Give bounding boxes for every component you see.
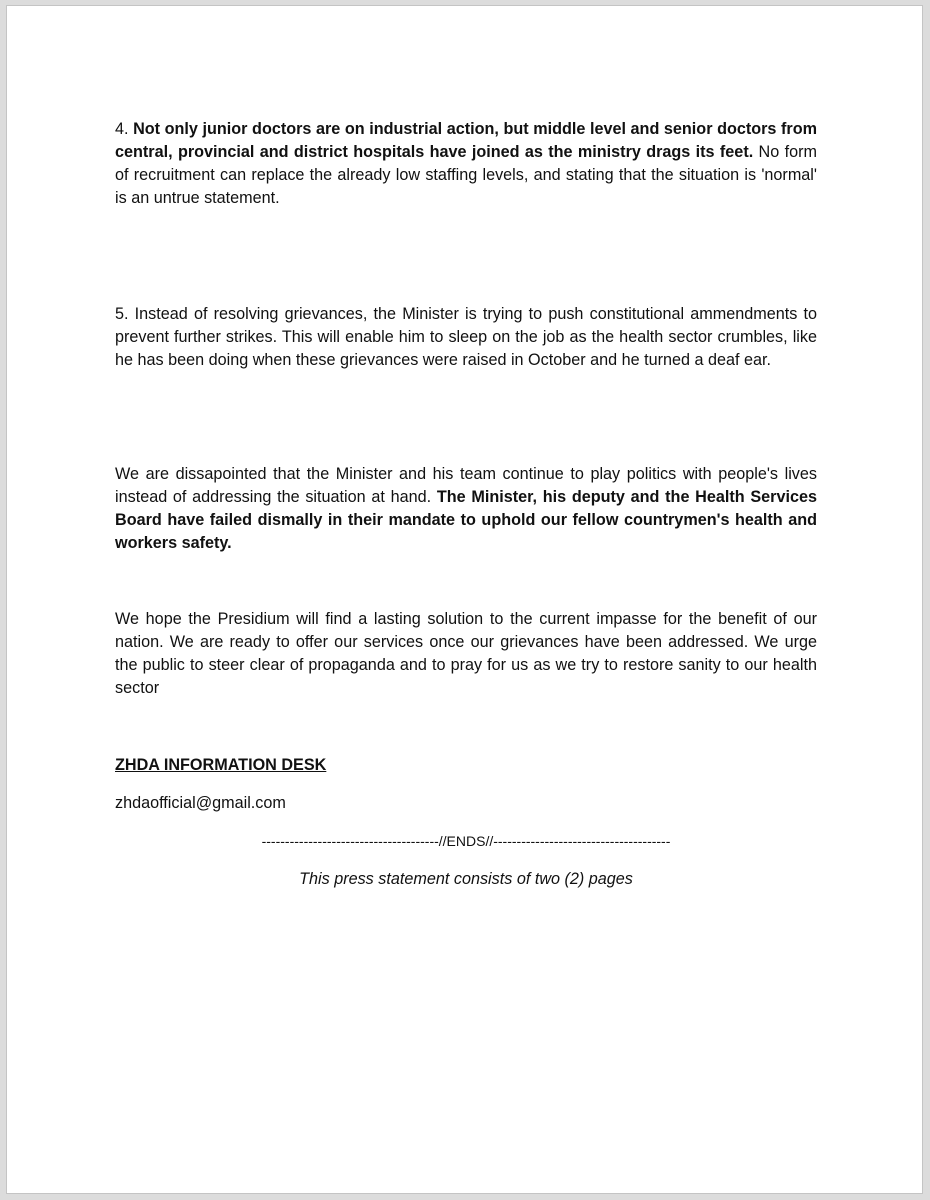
paragraph-4-plain-text: No form of recruitment can replace the already low staffing levels, and stating that the situation is 'normal' is an untrue statement. [115,143,817,207]
document-page [6,5,923,1194]
paragraph-5: 5. Instead of resolving grievances, the Minister is trying to push constitutional ammendments to prevent further strikes. This will enable him to sleep on the job as the health sector crumbles, like he has been doing when these grievances were raised in October and he turned a deaf ear. [115,305,817,369]
paragraph-disappointed [115,463,817,555]
paragraph-hope: We hope the Presidium will find a lasting solution to the current impasse for the benefit of our nation. We are ready to offer our services once our grievances have been addressed. We urge the public to steer clear of propaganda and to pray for us as we try to restore sanity to our health sector [115,610,817,697]
ends-divider: --------------------------------------//ENDS//-------------------------------------- [261,833,671,849]
paragraph-4-bold-text: Not only junior doctors are on industrial action, but middle level and senior doctors from central, provincial and district hospitals have joined as the ministry drags its feet. [115,120,817,161]
signature-heading: ZHDA INFORMATION DESK [115,756,327,774]
closing-note: This press statement consists of two (2) pages [299,870,633,888]
paragraph-4 [115,118,817,210]
paragraph-disappointed-plain-text: We are dissapointed that the Minister and his team continue to play politics with people's lives instead of addressing the situation at hand. [115,465,817,506]
paragraph-disappointed-bold-text: The Minister, his deputy and the Health Services Board have failed dismally in their mandate to uphold our fellow countrymen's health and workers safety. [115,488,817,552]
paragraph-4-number: 4. [115,120,134,138]
contact-email: zhdaofficial@gmail.com [115,794,286,812]
